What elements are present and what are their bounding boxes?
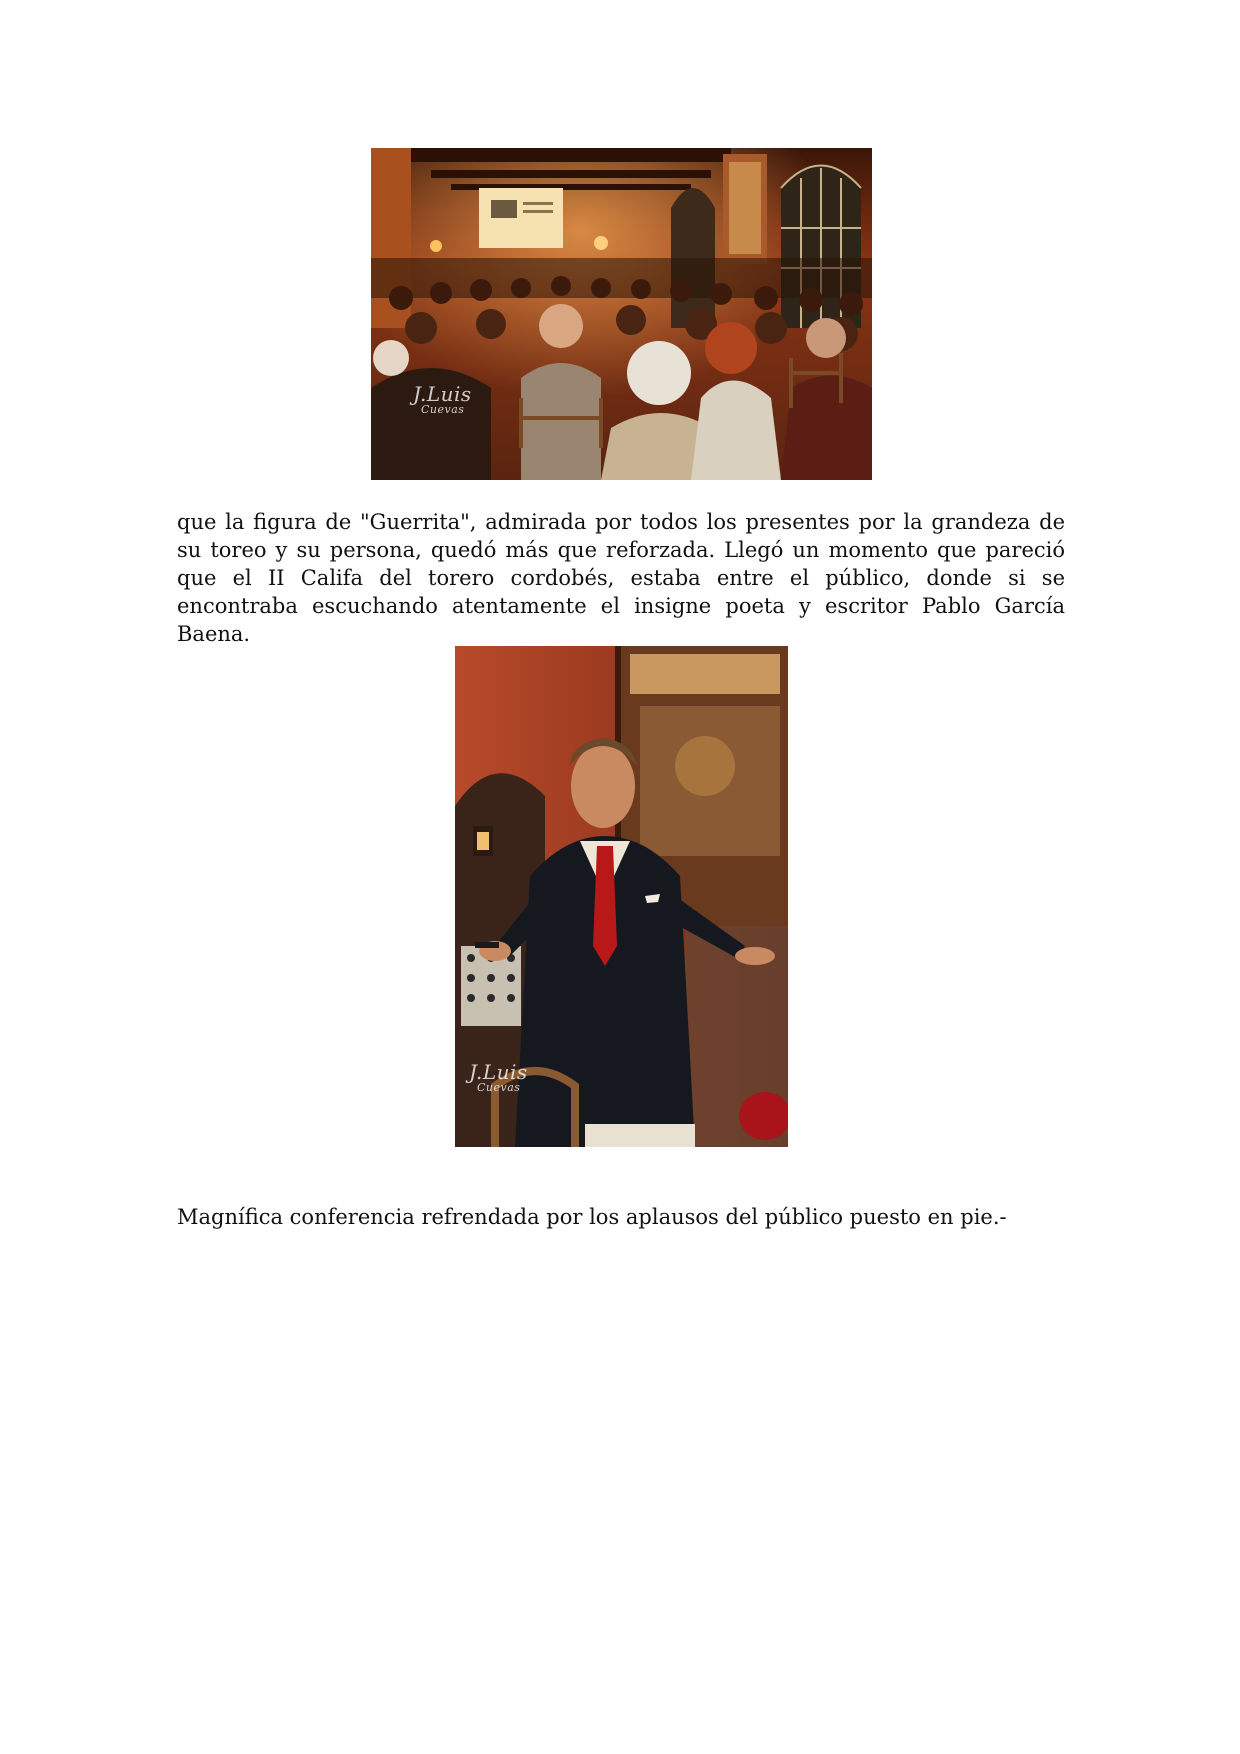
- closing-paragraph: Magnífica conferencia refrendada por los aplausos del público puesto en pie.-: [177, 1205, 1007, 1229]
- audience-photo-image: [371, 148, 872, 480]
- watermark-line-2: Cuevas: [477, 1081, 521, 1094]
- watermark-line-2: Cuevas: [421, 403, 465, 416]
- audience-photo: [371, 148, 872, 480]
- photographer-watermark: [469, 1062, 528, 1093]
- body-paragraph: que la figura de "Guerrita", admirada por todos los presentes por la grandeza de su toreo y su persona, quedó más que reforzada. Llegó un momento que pareció que el II Califa del torero cordobés, estaba entre el público, donde si se encontraba escuchando atentamente el insigne poeta y escritor Pablo García Baena.: [177, 510, 1065, 646]
- watermark-line-1: J.Luis: [469, 1060, 528, 1084]
- watermark-line-1: J.Luis: [413, 382, 472, 406]
- speaker-photo: [455, 646, 788, 1147]
- photographer-watermark: [413, 384, 472, 415]
